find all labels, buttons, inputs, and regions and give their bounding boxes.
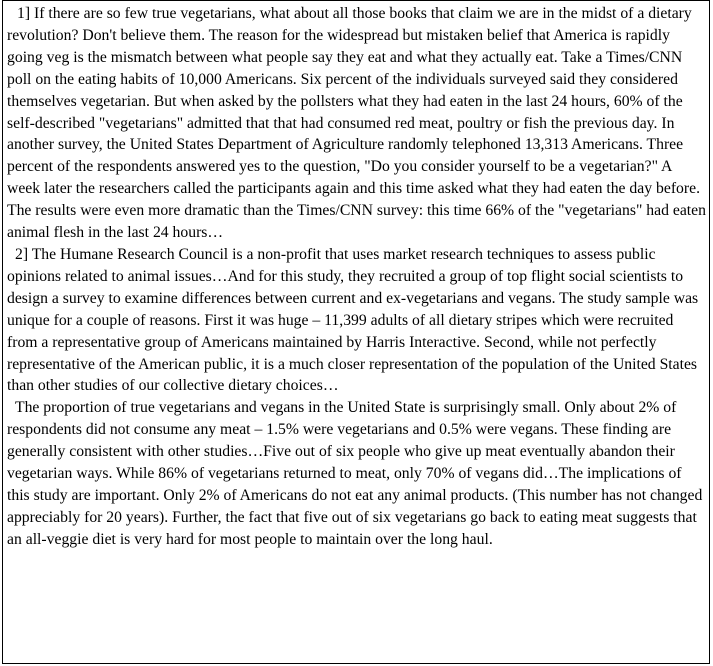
paragraph-3: The proportion of true vegetarians and vegans in the United State is surprisingly small. Only about 2% of respondents did not consume any meat – 1.5% were vegetarians and 0.5% were vegans. These finding are generally consistent with other studies…Five out of six people who give up meat eventually abandon their vegetarian ways. While 86% of vegetarians returned to meat, only 70% of vegans did…The implications of this study are important. Only 2% of Americans do not eat any animal products. (This number has not changed appreciably for 20 years). Further, the fact that five out of six vegetarians go back to eating meat suggests that an all-veggie diet is very hard for most people to maintain over the long haul. — [7, 399, 703, 548]
text-box — [2, 0, 710, 664]
paragraph-1: 1] If there are so few true vegetarians, what about all those books that claim we are in the midst of a dietary revolution? Don't believe them. The reason for the widespread but mistaken belief that America is rapidly going veg is the mismatch between what people say they eat and what they actually eat. Take a Times/CNN poll on the eating habits of 10,000 Americans. Six percent of the individuals surveyed said they considered themselves vegetarian. But when asked by the pollsters what they had eaten in the last 24 hours, 60% of the self-described "vegetarians" admitted that that had consumed red meat, poultry or fish the previous day. In another survey, the United States Department of Agriculture randomly telephoned 13,313 Americans. Three percent of the respondents answered yes to the question, "Do you consider yourself to be a vegetarian?" A week later the researchers called the participants again and this time asked what they had eaten the day before. The results were even more dramatic than the Times/CNN survey: this time 66% of the "vegetarians" had eaten animal flesh in the last 24 hours… — [7, 5, 706, 242]
paragraph-2: 2] The Humane Research Council is a non-profit that uses market research techniques to assess public opinions related to animal issues…And for this study, they recruited a group of top flight social scientists to design a survey to examine differences between current and ex-vegetarians and vegans. The study sample was unique for a couple of reasons. First it was huge – 11,399 adults of all dietary stripes which were recruited from a representative group of Americans maintained by Harris Interactive. Second, while not perfectly representative of the American public, it is a much closer representation of the population of the United States than other studies of our collective dietary choices… — [7, 245, 699, 395]
